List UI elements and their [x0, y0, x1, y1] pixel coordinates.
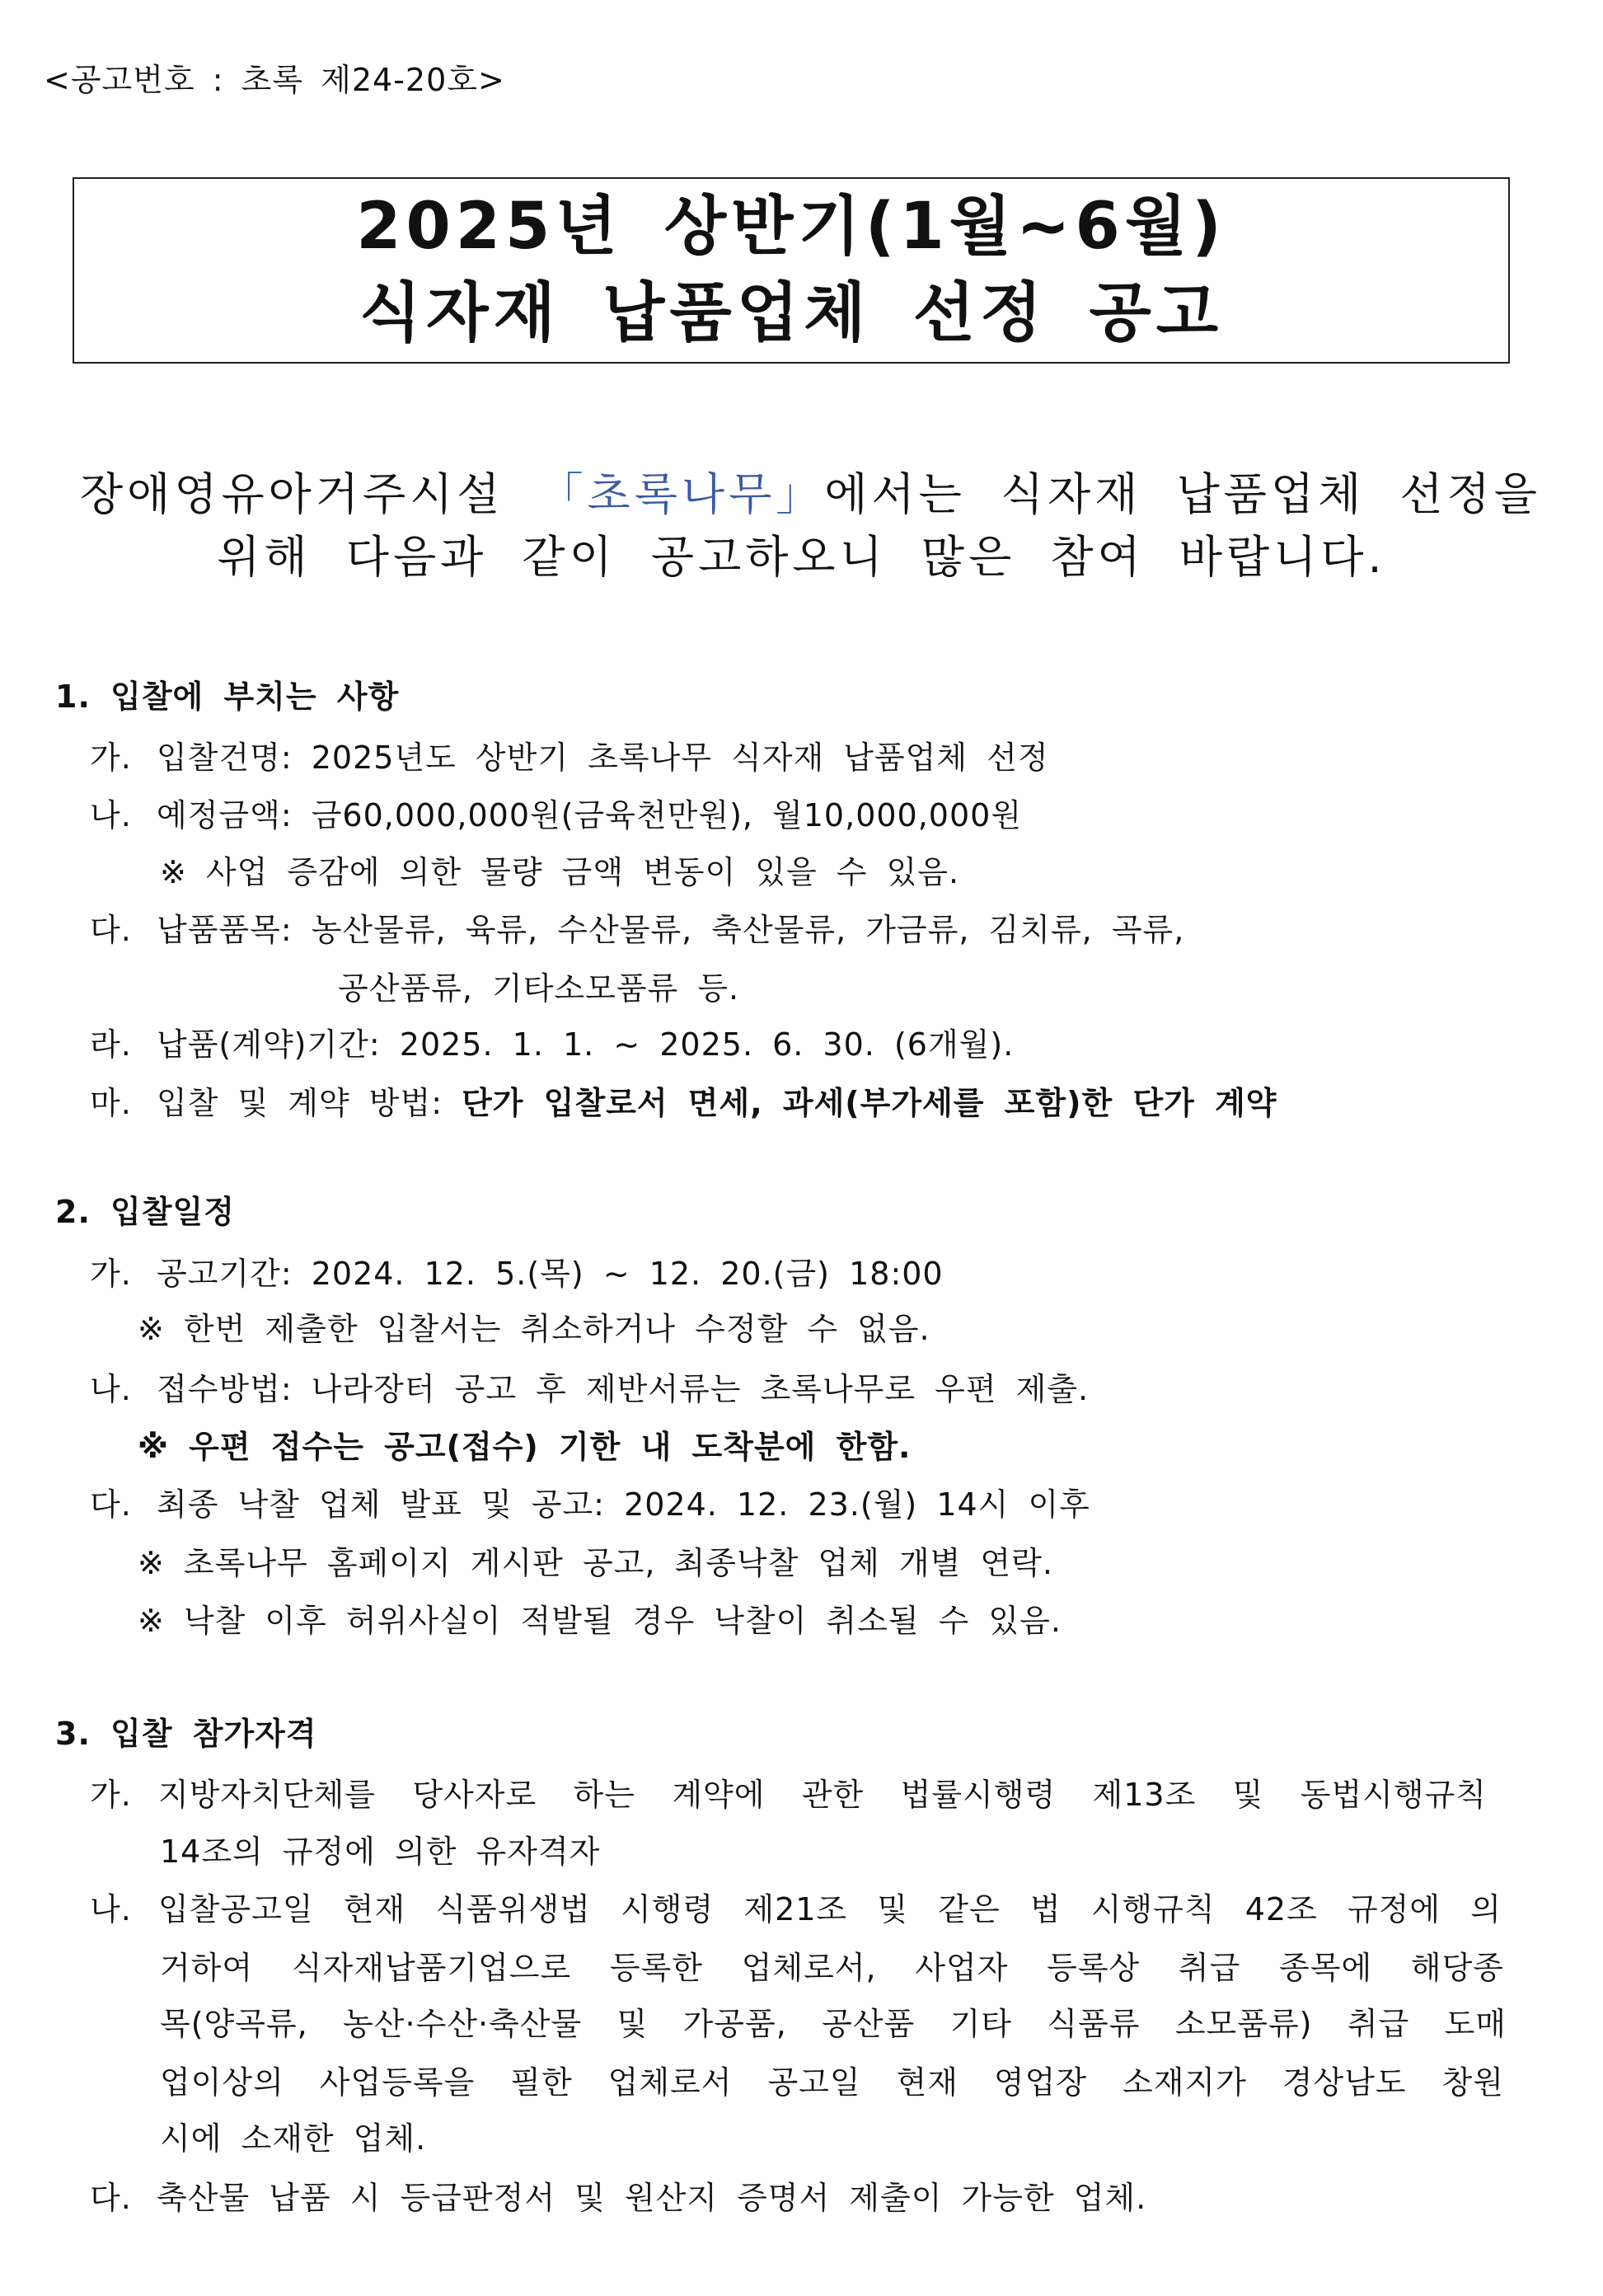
intro-suffix: 에서는 식자재 납품업체 선정을: [824, 468, 1541, 520]
title-line-2: 식자재 납품업체 선정 공고: [359, 276, 1224, 350]
item-marker: 가.: [90, 1777, 132, 1813]
item-marker: 마.: [90, 1085, 132, 1121]
item-text: 축산물 납품 시 등급판정서 및 원산지 증명서 제출이 가능한 업체.: [157, 2180, 1147, 2216]
notice-number: <공고번호 : 초록 제24-20호>: [44, 62, 505, 98]
item-text: 입찰건명: 2025년도 상반기 초록나무 식자재 납품업체 선정: [157, 740, 1049, 776]
item-note: ※ 낙찰 이후 허위사실이 적발될 경우 낙찰이 취소될 수 있음.: [138, 1603, 1062, 1639]
section-heading: 1. 입찰에 부치는 사항: [55, 678, 400, 715]
section-heading: 3. 입찰 참가자격: [55, 1716, 317, 1752]
item-marker: 라.: [90, 1026, 132, 1063]
item-text: 지방자치단체를 당사자로 하는 계약에 관한 법률시행령 제13조 및 동법시행규칙: [158, 1777, 1487, 1813]
facility-name: 「초록나무」: [538, 468, 825, 520]
intro-prefix: 장애영유아거주시설: [80, 468, 504, 520]
item-marker: 가.: [90, 740, 132, 776]
item-text: 납품(계약)기간: 2025. 1. 1. ~ 2025. 6. 30. (6개월).: [157, 1026, 1015, 1063]
item-text: 접수방법: 나라장터 공고 후 제반서류는 초록나무로 우편 제출.: [157, 1371, 1090, 1407]
item-marker: 가.: [90, 1256, 132, 1292]
item-marker: 나.: [90, 1891, 132, 1927]
item-emphasis: 단가 입찰로서 면세, 과세(부가세를 포함)한 단가 계약: [462, 1085, 1277, 1121]
title-line-1: 2025년 상반기(1월~6월): [356, 190, 1226, 264]
item-note: ※ 사업 증감에 의한 물량 금액 변동이 있을 수 있음.: [160, 854, 960, 890]
item-note: ※ 초록나무 홈페이지 게시판 공고, 최종낙찰 업체 개별 연락.: [138, 1545, 1053, 1581]
section-heading: 2. 입찰일정: [55, 1194, 235, 1230]
item-continuation: 목(양곡류, 농산·수산·축산물 및 가공품, 공산품 기타 식품류 소모품류) 취급 도매: [160, 2006, 1507, 2042]
item-text: 입찰공고일 현재 식품위생법 시행령 제21조 및 같은 법 시행규칙 42조 규정에 의: [158, 1891, 1502, 1927]
item-text-line: [157, 1082, 1277, 1124]
item-continuation: 공산품류, 기타소모품류 등.: [338, 970, 740, 1007]
item-marker: 다.: [90, 912, 132, 948]
item-continuation: 거하여 식자재납품기업으로 등록한 업체로서, 사업자 등록상 취급 종목에 해당종: [160, 1950, 1504, 1986]
item-note: ※ 한번 제출한 입찰서는 취소하거나 수정할 수 없음.: [138, 1311, 930, 1347]
item-marker: 나.: [90, 797, 132, 833]
intro-line-1: [80, 468, 1541, 520]
item-text: 입찰 및 계약 방법:: [157, 1085, 443, 1121]
item-continuation: 업이상의 사업등록을 필한 업체로서 공고일 현재 영업장 소재지가 경상남도 창원: [160, 2064, 1504, 2101]
item-text: 예정금액: 금60,000,000원(금육천만원), 월10,000,000원: [157, 797, 1023, 833]
item-continuation: 14조의 규정에 의한 유자격자: [160, 1834, 601, 1870]
item-marker: 다.: [90, 2180, 132, 2216]
item-text: 납품품목: 농산물류, 육류, 수산물류, 축산물류, 가금류, 김치류, 곡류,: [157, 912, 1185, 948]
item-marker: 다.: [90, 1486, 132, 1523]
item-continuation: 시에 소재한 업체.: [160, 2120, 427, 2157]
item-marker: 나.: [90, 1371, 132, 1407]
item-text: 공고기간: 2024. 12. 5.(목) ~ 12. 20.(금) 18:00: [157, 1256, 944, 1292]
item-note-emphasis: ※ 우편 접수는 공고(접수) 기한 내 도착분에 한함.: [138, 1429, 912, 1465]
item-text: 최종 낙찰 업체 발표 및 공고: 2024. 12. 23.(월) 14시 이후: [157, 1486, 1090, 1523]
title-box: [73, 177, 1510, 364]
intro-line-2: 위해 다음과 같이 공고하오니 많은 참여 바랍니다.: [217, 531, 1386, 583]
